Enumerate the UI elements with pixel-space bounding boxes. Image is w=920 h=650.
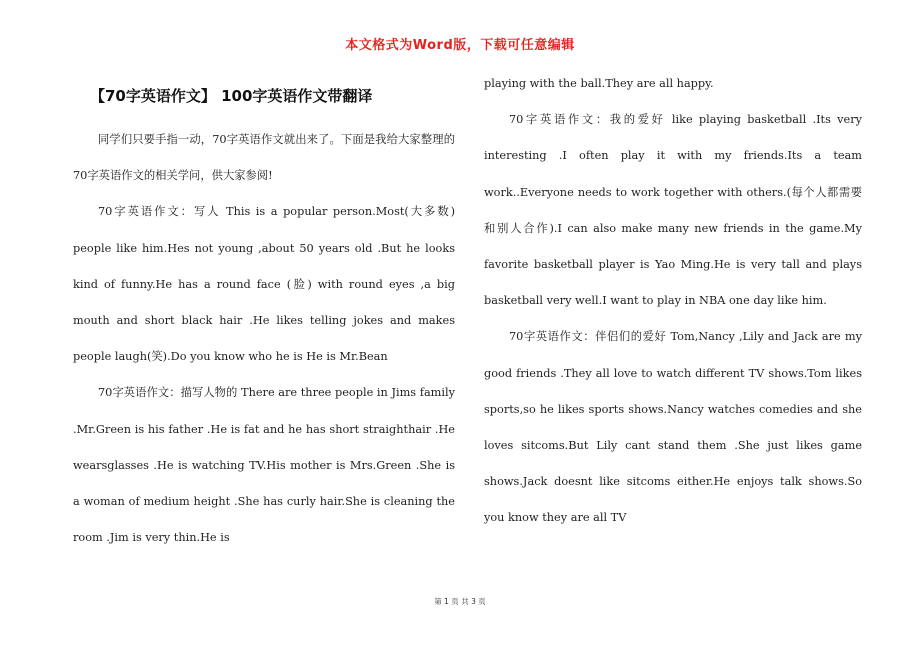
paragraph-intro: 同学们只要手指一动，70字英语作文就出来了。下面是我给大家整理的70字英语作文的相关学问，供大家参阅! (73, 133, 455, 183)
paragraph-hobby: 70字英语作文：我的爱好 like playing basketball .Its very interesting .I often play it with my friends.Its a team work..Everyone needs to work together with others.(每个人都需要和别人合作).I can also make many new friends in the game.My favorite basketball player is Yao Ming.He is very tall and plays basketball very well.I want to play in NBA one day like him. (484, 113, 862, 308)
download-banner: 本文格式为Word版，下载可任意编辑 (345, 38, 575, 53)
page-number: 第 1 页 共 3 页 (434, 597, 486, 606)
left-column (73, 122, 455, 556)
right-column (484, 66, 862, 537)
paragraph-family: 70字英语作文：描写人物的 There are three people in Jims family .Mr.Green is his father .He is fat and he has short straighthair .He wearsglasses .He is watching TV.His mother is Mrs.Green .She is a woman of medium height .She has curly hair.She is cleaning the room .Jim is very thin.He is (73, 386, 455, 545)
paragraph-person: 70字英语作文：写人 This is a popular person.Most(大多数) people like him.Hes not young ,about 50 years old .But he looks kind of funny.He has a round face (脸) with round eyes ,a big mouth and short black hair .He likes telling jokes and makes people laugh(笑).Do you know who he is He is Mr.Bean (73, 205, 455, 364)
paragraph-friends-hobbies: 70字英语作文：伴侣们的爱好 Tom,Nancy ,Lily and Jack are my good friends .They all love to watch different TV shows.Tom likes sports,so he likes sports shows.Nancy watches comedies and she loves sitcoms.But Lily cant stand them .She just likes game shows.Jack doesnt like sitcoms either.He enjoys talk shows.So you know they are all TV (484, 330, 862, 525)
document-title: 【70字英语作文】 100字英语作文带翻译 (90, 87, 373, 105)
paragraph-continued: playing with the ball.They are all happy. (484, 77, 714, 90)
